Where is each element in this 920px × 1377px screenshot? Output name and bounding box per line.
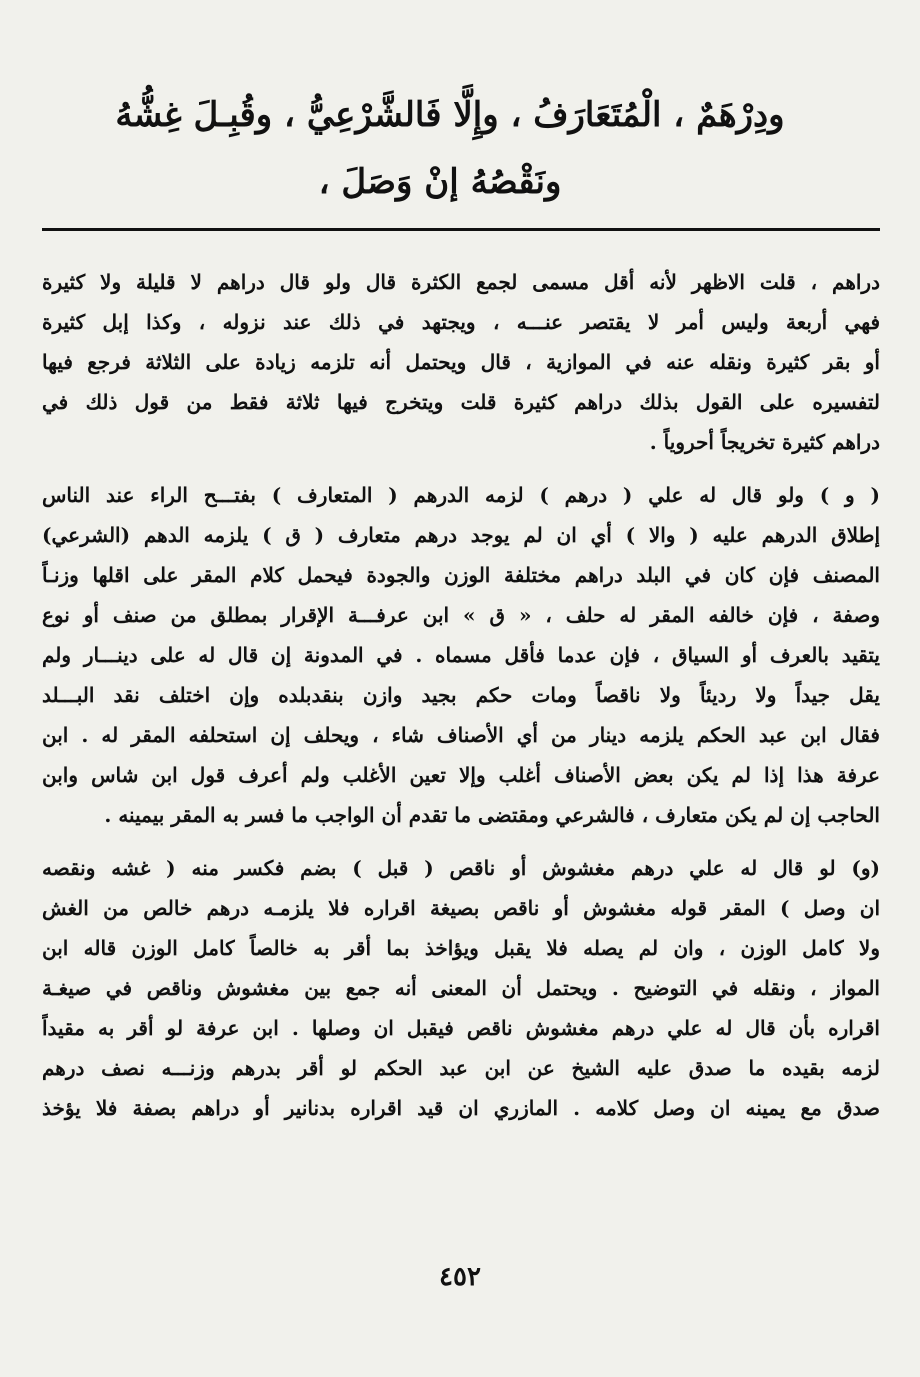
text-line: صدق مع يمينه ان وصل كلامه . المازري ان قيد اقراره بدنانير أو دراهم بصفة فلا يؤخذ <box>42 1096 880 1120</box>
text-line: إطلاق الدرهم عليه ( والا ) أي ان لم يوجد درهم متعارف ( ق ) يلزمه الدهم (الشرعي) <box>42 523 880 547</box>
text-line: اقراره بأن قال له علي درهم مغشوش ناقص فيقبل ان وصلها . ابن عرفة لو أقر به مقيداً <box>42 1016 880 1040</box>
text-line: لزمه بقيده ما صدق عليه الشيخ عن ابن عبد الحكم لو أقر بدرهم وزنـــه نصف درهم <box>42 1056 880 1080</box>
text-line: دراهم ، قلت الاظهر لأنه أقل مسمى لجمع الكثرة قال ولو قال دراهم لا قليلة ولا كثيرة <box>42 270 880 294</box>
text-line: فقال ابن عبد الحكم يلزمه دينار من أي الأصناف شاء ، ويحلف إن استحلفه المقر له . ابن <box>42 723 880 747</box>
commentary-text <box>42 262 880 1128</box>
text-line: ان وصل ) المقر قوله مغشوش أو ناقص بصيغة اقراره فلا يلزمـه درهم خالص من الغش <box>42 896 880 920</box>
text-line: وصفة ، فإن خالفه المقر له حلف ، « ق » ابن عرفـــة الإقرار بمطلق من صنف أو نوع <box>42 603 880 627</box>
text-line: المواز ، ونقله في التوضيح . ويحتمل أن المعنى أنه جمع بين مغشوش وناقص في صيغـة <box>42 976 880 1000</box>
text-line: لتفسيره على القول بذلك دراهم كثيرة قلت ويتخرج فيها ثلاثة فقط من قول ذلك في <box>42 390 880 414</box>
page-number: ٤٥٢ <box>439 1262 481 1292</box>
text-line: ( و ) ولو قال له علي ( درهم ) لزمه الدرهم ( المتعارف ) بفتـــح الراء عند الناس <box>42 483 880 507</box>
text-line: المصنف فإن كان في البلد دراهم مختلفة الوزن والجودة فيحمل كلام المقر على اقلها وزنـاً <box>42 563 880 587</box>
text-line: دراهم كثيرة تخريجاً أحروياً . <box>649 430 880 454</box>
text-line: فهي أربعة وليس أمر لا يقتصر عنـــه ، ويجتهد في ذلك عند نزوله ، وكذا إبل كثيرة <box>42 310 880 334</box>
text-line: (و) لو قال له علي درهم مغشوش أو ناقص ( قبل ) بضم فكسر منه ( غشه ونقصه <box>42 856 880 880</box>
text-line: أو بقر كثيرة ونقله عنه في الموازية ، قال ويحتمل أنه تلزمه زيادة على الثلاثة فرجع فيها <box>42 350 880 374</box>
separator-rule <box>42 228 880 231</box>
text-line: عرفة هذا إذا لم يكن بعض الأصناف أغلب وإلا تعين الأغلب ولم أعرف قول ابن شاس وابن <box>42 763 880 787</box>
text-line: يقل جيداً ولا رديئاً ولا ناقصاً ومات حكم بجيد وازن بنقدبلده وإن اختلف نقد البـــلد <box>42 683 880 707</box>
text-line: الحاجب إن لم يكن متعارف ، فالشرعي ومقتضى ما تقدم أن الواجب ما فسر به المقر بيمينه . <box>104 803 880 827</box>
matn-line-2: ونَقْصُهُ إنْ وَصَلَ ، <box>318 162 562 202</box>
text-line: يتقيد بالعرف أو السياق ، فإن عدما فأقل مسماه . في المدونة إن قال له على دينـــار ولم <box>42 643 880 667</box>
text-line: ولا كامل الوزن ، وان لم يصله فلا يقبل ويؤاخذ بما أقر به خالصاً كامل الوزن قاله ابن <box>42 936 880 960</box>
matn-line-1: ودِرْهَمٌ ، الْمُتَعَارَفُ ، وإِلَّا فَالشَّرْعِيُّ ، وقُبِـلَ غِشُّهُ <box>115 95 785 135</box>
